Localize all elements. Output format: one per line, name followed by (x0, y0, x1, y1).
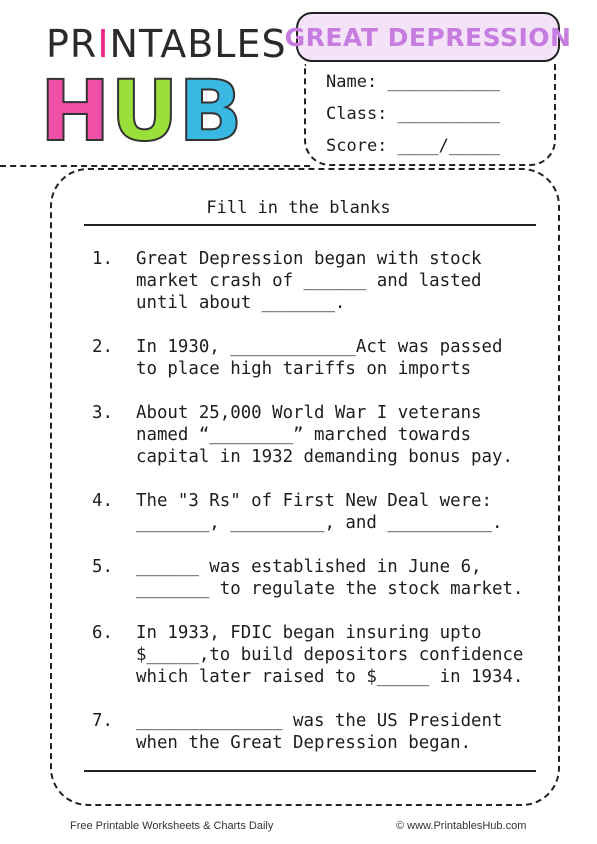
question-line: ______________ was the US President (136, 711, 503, 731)
question-line: named “________” marched towards (136, 425, 472, 445)
question-line: which later raised to $_____ in 1934. (136, 667, 524, 687)
question-number: 6. (92, 623, 113, 643)
question-4 (92, 490, 562, 534)
question-line: market crash of ______ and lasted (136, 271, 482, 291)
question-number: 5. (92, 557, 113, 577)
question-line: when the Great Depression began. (136, 733, 472, 753)
question-number: 7. (92, 711, 113, 731)
question-line: ______ was established in June 6, (136, 557, 482, 577)
question-number: 4. (92, 491, 113, 511)
question-5 (92, 556, 562, 600)
question-line: In 1930, ____________Act was passed (136, 337, 503, 357)
question-number: 1. (92, 249, 113, 269)
section-heading: Fill in the blanks (206, 198, 391, 218)
question-number: 2. (92, 337, 113, 357)
question-line: In 1933, FDIC began insuring upto (136, 623, 482, 643)
footer-tagline: Free Printable Worksheets & Charts Daily (70, 820, 274, 832)
title-banner (284, 12, 572, 62)
score-field: Score: ____/_____ (326, 136, 500, 156)
printables-hub-logo (40, 22, 287, 162)
name-field: Name: ___________ (326, 72, 500, 92)
worksheet-title: GREAT DEPRESSION (284, 22, 572, 52)
question-line: $_____,to build depositors confidence (136, 645, 524, 665)
question-7 (92, 710, 562, 754)
question-line: to place high tariffs on imports (136, 359, 472, 379)
student-info-box (304, 64, 556, 166)
bottom-rule (84, 770, 536, 772)
footer-website: © www.PrintablesHub.com (396, 820, 527, 832)
question-line: _______ to regulate the stock market. (136, 579, 524, 599)
question-line: Great Depression began with stock (136, 249, 482, 269)
header-separator (0, 165, 310, 167)
question-line: About 25,000 World War I veterans (136, 403, 482, 423)
question-line: until about _______. (136, 293, 346, 313)
class-field: Class: __________ (326, 104, 500, 124)
logo-hub: HUB (40, 62, 243, 160)
question-3 (92, 402, 562, 468)
heading-rule (84, 224, 536, 226)
question-6 (92, 622, 562, 688)
question-line: capital in 1932 demanding bonus pay. (136, 447, 513, 467)
logo-wordmark: PRINTABLES (46, 22, 287, 66)
question-number: 3. (92, 403, 113, 423)
question-line: _______, _________, and __________. (136, 513, 503, 533)
question-2 (92, 336, 562, 380)
question-1 (92, 248, 562, 314)
question-line: The "3 Rs" of First New Deal were: (136, 491, 492, 511)
